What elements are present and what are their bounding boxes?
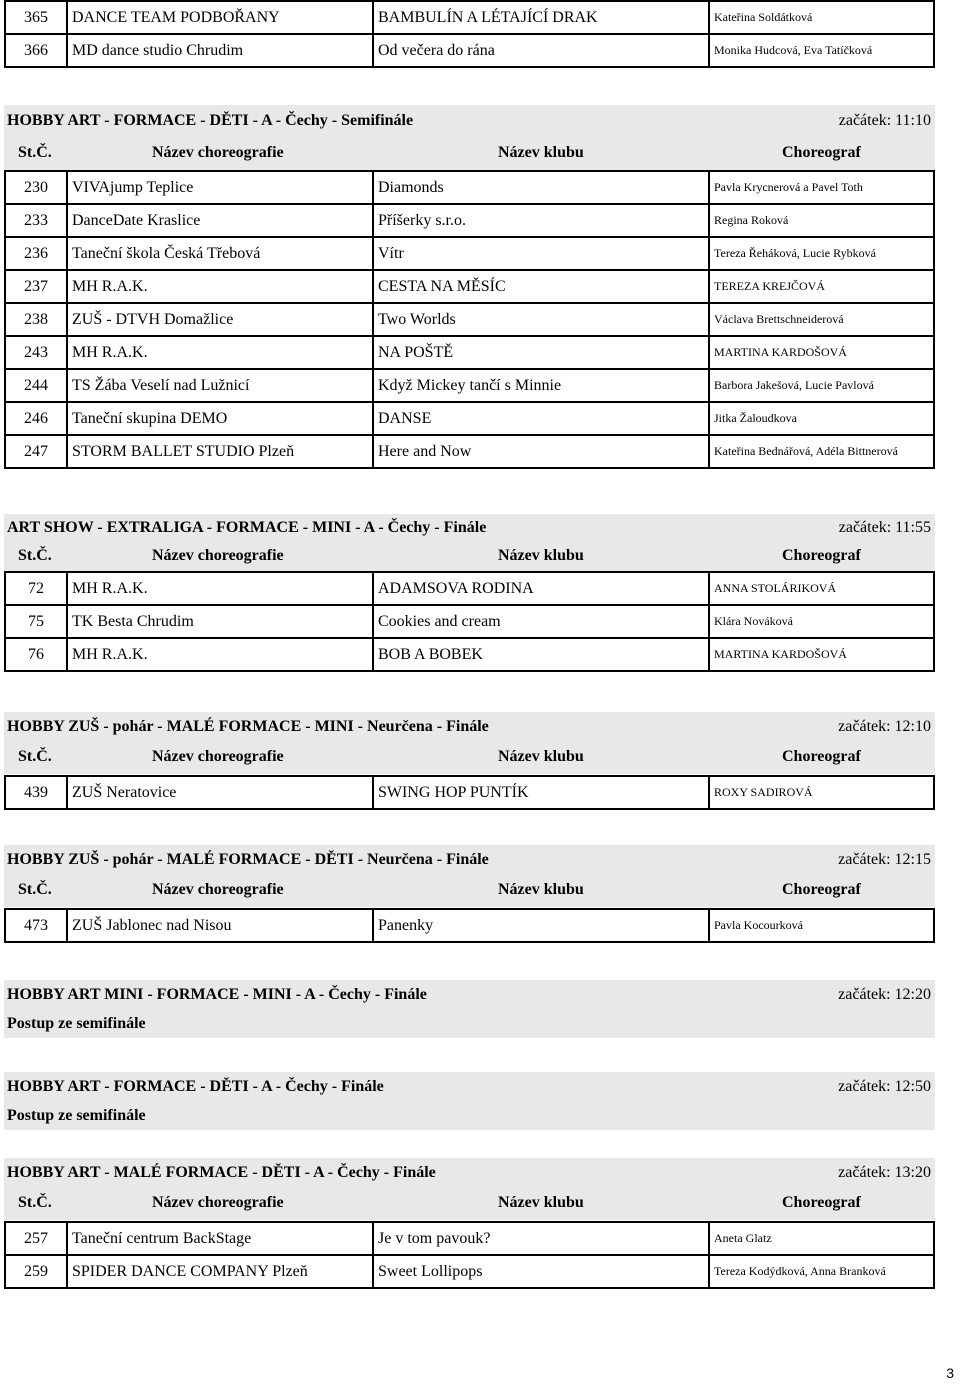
choreographer-name: Regina Roková [709, 204, 934, 237]
choreographer-name: Barbora Jakešová, Lucie Pavlová [709, 369, 934, 402]
club-name: ZUŠ Neratovice [67, 776, 373, 809]
page-number: 3 [946, 1365, 954, 1381]
club-name: Taneční skupina DEMO [67, 402, 373, 435]
col-choreography: Název choreografie [152, 547, 284, 564]
col-club: Název klubu [498, 144, 584, 161]
table-row [5, 776, 934, 809]
col-club: Název klubu [498, 547, 584, 564]
choreography-name: CESTA NA MĚSÍC [373, 270, 709, 303]
section-title: HOBBY ART MINI - FORMACE - MINI - A - Čechy - Finále [7, 986, 427, 1003]
section-header [4, 1158, 935, 1188]
section-table [4, 170, 935, 469]
table-row [5, 336, 934, 369]
start-number: 236 [5, 237, 67, 270]
start-number: 75 [5, 605, 67, 638]
start-number: 72 [5, 572, 67, 605]
choreographer-name: Pavla Kocourková [709, 909, 934, 942]
choreographer-name: Jitka Žaloudkova [709, 402, 934, 435]
section-title: HOBBY ZUŠ - pohár - MALÉ FORMACE - MINI - Neurčena - Finále [7, 718, 489, 735]
choreographer-name: Aneta Glatz [709, 1222, 934, 1255]
col-start-number: St.Č. [18, 144, 52, 161]
column-header [4, 875, 935, 907]
col-start-number: St.Č. [18, 748, 52, 765]
column-header [4, 742, 935, 774]
start-time: začátek: 12:50 [838, 1078, 931, 1095]
choreographer-name: ANNA STOLÁRIKOVÁ [709, 572, 934, 605]
top-rows-table [4, 0, 935, 68]
section-title: ART SHOW - EXTRALIGA - FORMACE - MINI - A - Čechy - Finále [7, 519, 487, 536]
table-row [5, 303, 934, 336]
col-choreographer: Choreograf [782, 881, 861, 898]
table-row [5, 638, 934, 671]
choreography-name: Příšerky s.r.o. [373, 204, 709, 237]
section-hobby-zus-deti [4, 845, 935, 907]
club-name: Taneční centrum BackStage [67, 1222, 373, 1255]
start-time: začátek: 11:55 [838, 519, 931, 536]
choreography-name: NA POŠTĚ [373, 336, 709, 369]
start-number: 238 [5, 303, 67, 336]
table-row [5, 1255, 934, 1288]
section-header [4, 105, 935, 137]
start-number: 366 [5, 34, 67, 67]
choreography-name: BOB A BOBEK [373, 638, 709, 671]
col-start-number: St.Č. [18, 881, 52, 898]
section-header [4, 845, 935, 875]
section-hobby-art-male-formace-deti [4, 1158, 935, 1220]
col-club: Název klubu [498, 1194, 584, 1211]
table-row [5, 1, 934, 34]
section-note: Postup ze semifinále [7, 1107, 146, 1124]
section-title: HOBBY ZUŠ - pohár - MALÉ FORMACE - DĚTI - Neurčena - Finále [7, 851, 489, 868]
choreography-name: Sweet Lollipops [373, 1255, 709, 1288]
section-hobby-art-deti-semifinale [4, 105, 935, 170]
column-header [4, 137, 935, 170]
start-time: začátek: 12:15 [838, 851, 931, 868]
choreographer-name: MARTINA KARDOŠOVÁ [709, 638, 934, 671]
start-time: začátek: 11:10 [838, 112, 931, 129]
choreographer-name: Kateřina Bednářová, Adéla Bittnerová [709, 435, 934, 468]
table-row [5, 237, 934, 270]
start-time: začátek: 12:20 [838, 986, 931, 1003]
table-row [5, 402, 934, 435]
choreography-name: Od večera do rána [373, 34, 709, 67]
choreographer-name: Pavla Krycnerová a Pavel Toth [709, 171, 934, 204]
club-name: DANCE TEAM PODBOŘANY [67, 1, 373, 34]
choreography-name: Když Mickey tančí s Minnie [373, 369, 709, 402]
club-name: MH R.A.K. [67, 270, 373, 303]
table-row [5, 270, 934, 303]
start-number: 247 [5, 435, 67, 468]
table-row [5, 909, 934, 942]
choreography-name: Panenky [373, 909, 709, 942]
col-choreographer: Choreograf [782, 748, 861, 765]
club-name: TK Besta Chrudim [67, 605, 373, 638]
club-name: MD dance studio Chrudim [67, 34, 373, 67]
club-name: ZUŠ Jablonec nad Nisou [67, 909, 373, 942]
choreography-name: Cookies and cream [373, 605, 709, 638]
start-number: 246 [5, 402, 67, 435]
section-hobby-zus-mini [4, 712, 935, 774]
start-number: 243 [5, 336, 67, 369]
section-title: HOBBY ART - MALÉ FORMACE - DĚTI - A - Čechy - Finále [7, 1164, 436, 1181]
section-hobby-art-deti-finale [4, 1072, 935, 1130]
choreography-name: ADAMSOVA RODINA [373, 572, 709, 605]
start-number: 257 [5, 1222, 67, 1255]
start-number: 259 [5, 1255, 67, 1288]
col-club: Název klubu [498, 881, 584, 898]
start-number: 439 [5, 776, 67, 809]
section-table [4, 1221, 935, 1289]
col-start-number: St.Č. [18, 547, 52, 564]
choreographer-name: Tereza Kodýdková, Anna Branková [709, 1255, 934, 1288]
choreography-name: DANSE [373, 402, 709, 435]
start-time: začátek: 12:10 [838, 718, 931, 735]
table-row [5, 435, 934, 468]
col-choreography: Název choreografie [152, 144, 284, 161]
table-row [5, 204, 934, 237]
section-title: HOBBY ART - FORMACE - DĚTI - A - Čechy - Semifinále [7, 112, 414, 129]
club-name: MH R.A.K. [67, 336, 373, 369]
column-header [4, 542, 935, 572]
club-name: DanceDate Kraslice [67, 204, 373, 237]
section-title: HOBBY ART - FORMACE - DĚTI - A - Čechy - Finále [7, 1078, 384, 1095]
choreographer-name: ROXY SADIROVÁ [709, 776, 934, 809]
choreography-name: Two Worlds [373, 303, 709, 336]
choreographer-name: TEREZA KREJČOVÁ [709, 270, 934, 303]
section-table [4, 908, 935, 943]
club-name: STORM BALLET STUDIO Plzeň [67, 435, 373, 468]
start-number: 76 [5, 638, 67, 671]
choreography-name: Here and Now [373, 435, 709, 468]
choreography-name: Je v tom pavouk? [373, 1222, 709, 1255]
col-club: Název klubu [498, 748, 584, 765]
table-row [5, 369, 934, 402]
choreography-name: Vítr [373, 237, 709, 270]
club-name: VIVAjump Teplice [67, 171, 373, 204]
club-name: ZUŠ - DTVH Domažlice [67, 303, 373, 336]
choreographer-name: Kateřina Soldátková [709, 1, 934, 34]
section-hobby-art-mini-finale [4, 980, 935, 1038]
section-header [4, 712, 935, 742]
table-row [5, 572, 934, 605]
section-art-show-extraliga [4, 514, 935, 572]
col-choreographer: Choreograf [782, 1194, 861, 1211]
section-note: Postup ze semifinále [7, 1015, 146, 1032]
club-name: Taneční škola Česká Třebová [67, 237, 373, 270]
start-number: 244 [5, 369, 67, 402]
choreographer-name: Klára Nováková [709, 605, 934, 638]
choreographer-name: MARTINA KARDOŠOVÁ [709, 336, 934, 369]
col-choreography: Název choreografie [152, 881, 284, 898]
choreography-name: SWING HOP PUNTÍK [373, 776, 709, 809]
club-name: TS Žába Veselí nad Lužnicí [67, 369, 373, 402]
choreographer-name: Monika Hudcová, Eva Tatíčková [709, 34, 934, 67]
section-header [4, 980, 935, 1038]
section-table [4, 571, 935, 672]
choreography-name: BAMBULÍN A LÉTAJÍCÍ DRAK [373, 1, 709, 34]
column-header [4, 1188, 935, 1220]
col-start-number: St.Č. [18, 1194, 52, 1211]
section-header [4, 1072, 935, 1130]
section-table [4, 775, 935, 810]
choreography-name: Diamonds [373, 171, 709, 204]
table-row [5, 171, 934, 204]
start-time: začátek: 13:20 [838, 1164, 931, 1181]
choreographer-name: Václava Brettschneiderová [709, 303, 934, 336]
start-number: 233 [5, 204, 67, 237]
choreographer-name: Tereza Řeháková, Lucie Rybková [709, 237, 934, 270]
table-row [5, 605, 934, 638]
start-number: 365 [5, 1, 67, 34]
club-name: MH R.A.K. [67, 572, 373, 605]
section-header [4, 514, 935, 542]
col-choreographer: Choreograf [782, 547, 861, 564]
col-choreography: Název choreografie [152, 1194, 284, 1211]
col-choreographer: Choreograf [782, 144, 861, 161]
club-name: SPIDER DANCE COMPANY Plzeň [67, 1255, 373, 1288]
start-number: 230 [5, 171, 67, 204]
club-name: MH R.A.K. [67, 638, 373, 671]
start-number: 473 [5, 909, 67, 942]
table-row [5, 34, 934, 67]
start-number: 237 [5, 270, 67, 303]
col-choreography: Název choreografie [152, 748, 284, 765]
table-row [5, 1222, 934, 1255]
